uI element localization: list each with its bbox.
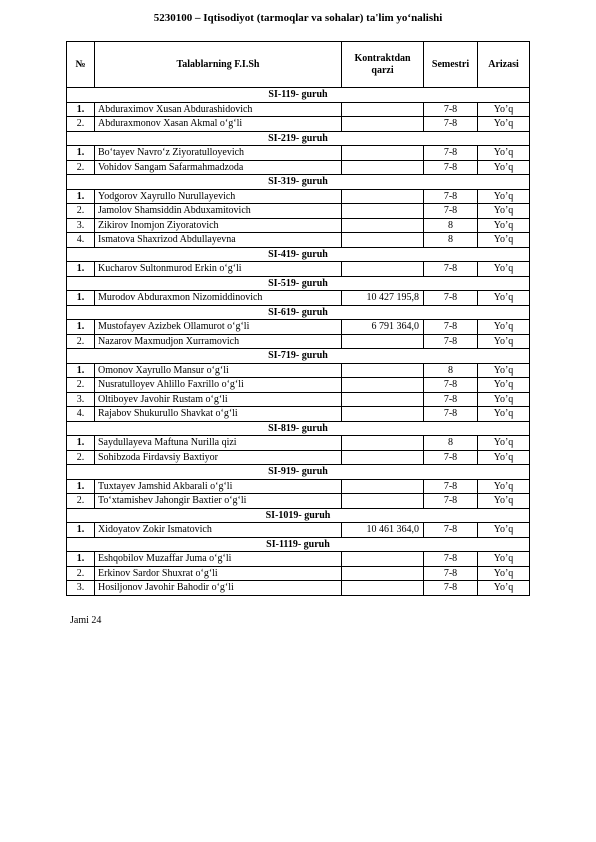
group-name: SI-1019- guruh xyxy=(67,508,530,523)
table-header-row xyxy=(67,42,530,88)
group-name: SI-219- guruh xyxy=(67,131,530,146)
contract-debt xyxy=(342,218,424,233)
row-number: 1. xyxy=(67,479,95,494)
row-number: 1. xyxy=(67,552,95,567)
contract-debt xyxy=(342,494,424,509)
contract-debt xyxy=(342,378,424,393)
row-number: 1. xyxy=(67,523,95,538)
semester: 7-8 xyxy=(424,189,478,204)
semester: 7-8 xyxy=(424,566,478,581)
row-number: 1. xyxy=(67,146,95,161)
semester: 8 xyxy=(424,233,478,248)
contract-debt: 10 427 195,8 xyxy=(342,291,424,306)
semester: 7-8 xyxy=(424,334,478,349)
header-contract-debt xyxy=(342,42,424,88)
row-number: 2. xyxy=(67,378,95,393)
contract-debt xyxy=(342,552,424,567)
row-number: 2. xyxy=(67,160,95,175)
application-status: Yo’q xyxy=(478,160,530,175)
contract-debt xyxy=(342,204,424,219)
student-name: Eshqobilov Muzaffar Juma o‘g‘li xyxy=(95,552,342,567)
student-name: Yodgorov Xayrullo Nurullayevich xyxy=(95,189,342,204)
row-number: 2. xyxy=(67,117,95,132)
header-contract-line1: Kontraktdan xyxy=(354,52,411,64)
contract-debt xyxy=(342,450,424,465)
group-name: SI-119- guruh xyxy=(67,88,530,103)
table-row xyxy=(67,363,530,378)
table-row xyxy=(67,204,530,219)
application-status: Yo’q xyxy=(478,320,530,335)
student-name: Erkinov Sardor Shuxrat o‘g‘li xyxy=(95,566,342,581)
semester: 7-8 xyxy=(424,581,478,596)
contract-debt xyxy=(342,436,424,451)
student-name: Vohidov Sangam Safarmahmadzoda xyxy=(95,160,342,175)
application-status: Yo’q xyxy=(478,450,530,465)
group-header-row xyxy=(67,508,530,523)
row-number: 1. xyxy=(67,262,95,277)
student-name: Kucharov Sultonmurod Erkin o‘g‘li xyxy=(95,262,342,277)
row-number: 2. xyxy=(67,334,95,349)
contract-debt: 6 791 364,0 xyxy=(342,320,424,335)
student-name: Hosiljonov Javohir Bahodir o‘g‘li xyxy=(95,581,342,596)
row-number: 3. xyxy=(67,392,95,407)
group-header-row xyxy=(67,465,530,480)
application-status: Yo’q xyxy=(478,146,530,161)
table-row xyxy=(67,189,530,204)
students-table xyxy=(66,41,530,596)
contract-debt xyxy=(342,102,424,117)
contract-debt xyxy=(342,566,424,581)
table-row xyxy=(67,494,530,509)
row-number: 3. xyxy=(67,581,95,596)
group-name: SI-919- guruh xyxy=(67,465,530,480)
group-header-row xyxy=(67,247,530,262)
semester: 7-8 xyxy=(424,117,478,132)
application-status: Yo’q xyxy=(478,378,530,393)
application-status: Yo’q xyxy=(478,233,530,248)
contract-debt xyxy=(342,160,424,175)
semester: 7-8 xyxy=(424,407,478,422)
semester: 7-8 xyxy=(424,494,478,509)
table-row xyxy=(67,334,530,349)
header-number: № xyxy=(67,42,95,88)
row-number: 4. xyxy=(67,233,95,248)
semester: 7-8 xyxy=(424,479,478,494)
row-number: 1. xyxy=(67,291,95,306)
student-name: Zikirov Inomjon Ziyoratovich xyxy=(95,218,342,233)
contract-debt xyxy=(342,581,424,596)
contract-debt xyxy=(342,334,424,349)
student-name: Nazarov Maxmudjon Xurramovich xyxy=(95,334,342,349)
document-title: 5230100 – Iqtisodiyot (tarmoqlar va sohalar) ta'lim yo‘nalishi xyxy=(153,12,443,24)
group-name: SI-1119- guruh xyxy=(67,537,530,552)
row-number: 2. xyxy=(67,204,95,219)
semester: 7-8 xyxy=(424,146,478,161)
application-status: Yo’q xyxy=(478,552,530,567)
semester: 7-8 xyxy=(424,378,478,393)
contract-debt xyxy=(342,392,424,407)
table-row xyxy=(67,320,530,335)
row-number: 1. xyxy=(67,102,95,117)
student-name: Omonov Xayrullo Mansur o‘g‘li xyxy=(95,363,342,378)
row-number: 1. xyxy=(67,436,95,451)
group-header-row xyxy=(67,421,530,436)
application-status: Yo’q xyxy=(478,189,530,204)
student-name: Bo‘tayev Navro‘z Ziyoratulloyevich xyxy=(95,146,342,161)
student-name: Xidoyatov Zokir Ismatovich xyxy=(95,523,342,538)
table-row xyxy=(67,392,530,407)
application-status: Yo’q xyxy=(478,117,530,132)
table-row xyxy=(67,552,530,567)
semester: 7-8 xyxy=(424,262,478,277)
semester: 7-8 xyxy=(424,160,478,175)
contract-debt xyxy=(342,262,424,277)
group-name: SI-519- guruh xyxy=(67,276,530,291)
group-name: SI-319- guruh xyxy=(67,175,530,190)
row-number: 2. xyxy=(67,566,95,581)
semester: 7-8 xyxy=(424,102,478,117)
semester: 7-8 xyxy=(424,450,478,465)
group-header-row xyxy=(67,349,530,364)
semester: 7-8 xyxy=(424,523,478,538)
table-row xyxy=(67,262,530,277)
table-row xyxy=(67,407,530,422)
application-status: Yo’q xyxy=(478,436,530,451)
semester: 8 xyxy=(424,218,478,233)
application-status: Yo’q xyxy=(478,566,530,581)
group-name: SI-419- guruh xyxy=(67,247,530,262)
application-status: Yo’q xyxy=(478,392,530,407)
contract-debt xyxy=(342,146,424,161)
student-name: Tuxtayev Jamshid Akbarali o‘g‘li xyxy=(95,479,342,494)
table-row xyxy=(67,436,530,451)
table-row xyxy=(67,450,530,465)
table-row xyxy=(67,378,530,393)
contract-debt xyxy=(342,233,424,248)
group-header-row xyxy=(67,537,530,552)
contract-debt: 10 461 364,0 xyxy=(342,523,424,538)
table-row xyxy=(67,291,530,306)
group-header-row xyxy=(67,276,530,291)
application-status: Yo’q xyxy=(478,334,530,349)
student-name: Abduraximov Xusan Abdurashidovich xyxy=(95,102,342,117)
application-status: Yo’q xyxy=(478,218,530,233)
group-name: SI-619- guruh xyxy=(67,305,530,320)
table-row xyxy=(67,160,530,175)
semester: 8 xyxy=(424,436,478,451)
table-row xyxy=(67,581,530,596)
table-row xyxy=(67,523,530,538)
semester: 7-8 xyxy=(424,320,478,335)
application-status: Yo’q xyxy=(478,523,530,538)
semester: 7-8 xyxy=(424,204,478,219)
application-status: Yo’q xyxy=(478,363,530,378)
group-header-row xyxy=(67,88,530,103)
group-header-row xyxy=(67,175,530,190)
row-number: 1. xyxy=(67,189,95,204)
table-row xyxy=(67,117,530,132)
row-number: 4. xyxy=(67,407,95,422)
student-name: Saydullayeva Maftuna Nurilla qizi xyxy=(95,436,342,451)
table-row xyxy=(67,146,530,161)
student-name: Oltiboyev Javohir Rustam o‘g‘li xyxy=(95,392,342,407)
student-name: Nusratulloyev Ahlillo Faxrillo o‘g‘li xyxy=(95,378,342,393)
application-status: Yo’q xyxy=(478,479,530,494)
student-name: Abduraxmonov Xasan Akmal o‘g‘li xyxy=(95,117,342,132)
student-name: Ismatova Shaxrizod Abdullayevna xyxy=(95,233,342,248)
contract-debt xyxy=(342,407,424,422)
group-header-row xyxy=(67,131,530,146)
table-row xyxy=(67,566,530,581)
application-status: Yo’q xyxy=(478,494,530,509)
application-status: Yo’q xyxy=(478,581,530,596)
group-name: SI-819- guruh xyxy=(67,421,530,436)
student-name: Jamolov Shamsiddin Abduxamitovich xyxy=(95,204,342,219)
row-number: 1. xyxy=(67,320,95,335)
header-application: Arizasi xyxy=(478,42,530,88)
table-row xyxy=(67,102,530,117)
row-number: 2. xyxy=(67,494,95,509)
contract-debt xyxy=(342,363,424,378)
table-body xyxy=(67,88,530,596)
semester: 7-8 xyxy=(424,552,478,567)
group-header-row xyxy=(67,305,530,320)
application-status: Yo’q xyxy=(478,291,530,306)
student-name: Sohibzoda Firdavsiy Baxtiyor xyxy=(95,450,342,465)
contract-debt xyxy=(342,479,424,494)
application-status: Yo’q xyxy=(478,204,530,219)
student-name: Rajabov Shukurullo Shavkat o‘g‘li xyxy=(95,407,342,422)
application-status: Yo’q xyxy=(478,102,530,117)
header-contract-line2: qarzi xyxy=(371,64,394,76)
total-count: Jami 24 xyxy=(70,615,102,626)
contract-debt xyxy=(342,189,424,204)
student-name: To‘xtamishev Jahongir Baxtier o‘g‘li xyxy=(95,494,342,509)
semester: 8 xyxy=(424,363,478,378)
table-row xyxy=(67,233,530,248)
semester: 7-8 xyxy=(424,291,478,306)
row-number: 1. xyxy=(67,363,95,378)
header-semester: Semestri xyxy=(424,42,478,88)
semester: 7-8 xyxy=(424,392,478,407)
group-name: SI-719- guruh xyxy=(67,349,530,364)
row-number: 2. xyxy=(67,450,95,465)
student-name: Murodov Abduraxmon Nizomiddinovich xyxy=(95,291,342,306)
student-name: Mustofayev Azizbek Ollamurot o‘g‘li xyxy=(95,320,342,335)
application-status: Yo’q xyxy=(478,262,530,277)
table-row xyxy=(67,479,530,494)
table-row xyxy=(67,218,530,233)
contract-debt xyxy=(342,117,424,132)
row-number: 3. xyxy=(67,218,95,233)
application-status: Yo’q xyxy=(478,407,530,422)
header-name: Talablarning F.I.Sh xyxy=(95,42,342,88)
